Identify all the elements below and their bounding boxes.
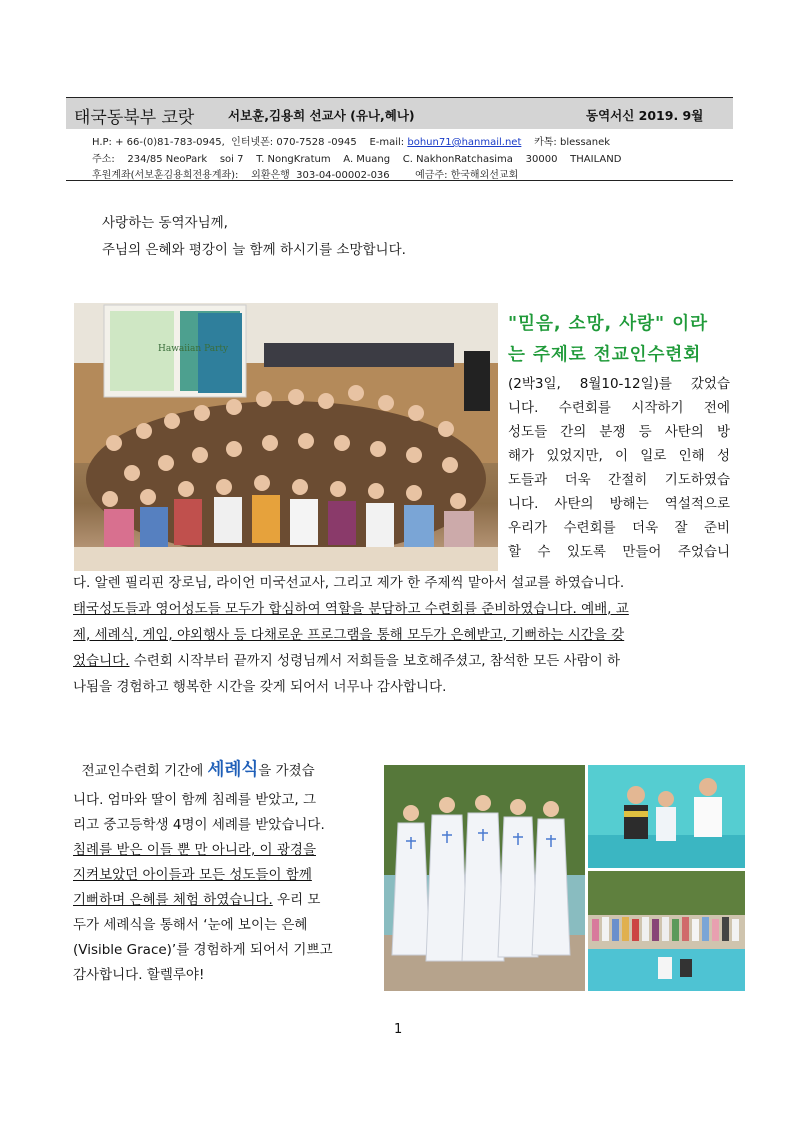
- baptism-line: (Visible Grace)’를 경험하게 되어서 기쁘고: [73, 942, 333, 958]
- baptism-pool-photo: [588, 765, 745, 868]
- contact-phone: H.P: + 66-(0)81-783-0945, 인터넷폰: 070-7528 -0945 E-mail:: [92, 137, 408, 148]
- email-link[interactable]: bohun71@hanmail.net: [407, 137, 522, 148]
- baptism-tail-rest: 우리 모: [272, 892, 321, 908]
- retreat-side-line: (2박3일, 8월10-12일)를 갔었습: [508, 376, 730, 392]
- retreat-body-line-4-rest: 수련회 시작부터 끝까지 성령님께서 저희들을 보호해주셨고, 참석한 모든 사람이 하: [129, 653, 621, 669]
- baptism-candidates-illustration: [384, 765, 585, 991]
- retreat-side-line: 우리가 수련회를 더욱 잘 준비: [508, 520, 730, 536]
- baptism-line-mixed: [73, 888, 371, 913]
- header-divider: [66, 180, 733, 181]
- baptism-pool-illustration: [588, 765, 745, 868]
- retreat-body-line-4-underlined: 었습니다.: [73, 653, 130, 669]
- baptism-intro-post: 을 가졌습: [258, 763, 315, 779]
- account-line: 후원계좌(서보훈김용희전용계좌): 외환은행 303-04-00002-036 예금주: 한국해외선교회: [92, 170, 519, 181]
- baptism-crowd-photo: [588, 871, 745, 991]
- baptism-heading: 세례식: [207, 760, 259, 780]
- address-line: 주소: 234/85 NeoPark soi 7 T. NongKratum A. Muang C. NakhonRatchasima 30000 THAILAND: [92, 154, 622, 165]
- contact-line: [92, 133, 610, 148]
- missionary-names: 서보훈,김용희 선교사 (유나,혜나): [228, 108, 415, 123]
- baptism-underlined-line: 침례를 받은 이들 뿐 만 아니라, 이 광경을: [73, 842, 316, 858]
- retreat-body-line-1: 다. 알렌 필리핀 장로님, 라이언 미국선교사, 그리고 제가 한 주제씩 맡아서 설교를 하였습니다.: [73, 575, 625, 591]
- baptism-line: 감사합니다. 할렐루야!: [73, 967, 205, 983]
- baptism-intro-line: [73, 758, 371, 784]
- retreat-side-line: 니다. 수련회를 시작하기 전에: [508, 400, 730, 416]
- retreat-heading-line-1: "믿음, 소망, 사랑" 이라: [508, 314, 709, 334]
- baptism-crowd-illustration: [588, 871, 745, 991]
- page-number: 1: [394, 1022, 403, 1037]
- baptism-line: 리고 중고등학생 4명이 세례를 받았습니다.: [73, 817, 325, 833]
- retreat-side-line: 해가 있었지만, 이 일로 인해 성: [508, 448, 730, 464]
- retreat-side-line: 할 수 있도록 만들어 주었습니: [508, 544, 730, 560]
- retreat-photo-illustration: [74, 303, 498, 571]
- org-title: 태국동북부 코랏: [74, 108, 195, 128]
- baptism-underlined-line: 지켜보았던 아이들과 모든 성도들이 함께: [73, 867, 312, 883]
- retreat-side-line: 성도들 간의 분쟁 등 사탄의 방: [508, 424, 730, 440]
- retreat-body-line-2: 태국성도들과 영어성도들 모두가 합심하여 역할을 분담하고 수련회를 준비하였습니다. 예배, 교: [73, 601, 629, 617]
- retreat-body-line-3: 제, 세례식, 게임, 야외행사 등 다채로운 프로그램을 통해 모두가 은혜받고, 기뻐하는 시간을 갖: [73, 627, 625, 643]
- baptism-line: 두가 세례식을 통해서 ‘눈에 보이는 은혜: [73, 917, 308, 933]
- greeting-line-2: 주님의 은혜와 평강이 늘 함께 하시기를 소망합니다.: [102, 242, 406, 258]
- baptism-line: 니다. 엄마와 딸이 함께 침례를 받았고, 그: [73, 792, 316, 808]
- retreat-body-line-5: 나됨을 경험하고 행복한 시간을 갖게 되어서 너무나 감사합니다.: [73, 679, 447, 695]
- baptism-intro-pre: 전교인수련회 기간에: [73, 763, 208, 779]
- baptism-candidates-photo: [384, 765, 585, 991]
- retreat-side-line: 도들과 더욱 간절히 기도하였습: [508, 472, 730, 488]
- photo-banner-text: Hawaiian Party: [158, 344, 229, 354]
- letter-title: 동역서신 2019. 9월: [586, 108, 704, 123]
- contact-kakao: 카톡: blessanek: [521, 137, 611, 148]
- header-bar: [66, 97, 733, 129]
- retreat-side-line: 니다. 사탄의 방해는 역설적으로: [508, 496, 730, 512]
- retreat-body-line-4: [73, 649, 732, 675]
- greeting-line-1: 사랑하는 동역자님께,: [102, 215, 228, 231]
- retreat-group-photo: [74, 303, 498, 571]
- retreat-heading-line-2: 는 주제로 전교인수련회: [508, 345, 702, 365]
- baptism-underlined-tail: 기뻐하며 은혜를 체험 하였습니다.: [73, 892, 273, 908]
